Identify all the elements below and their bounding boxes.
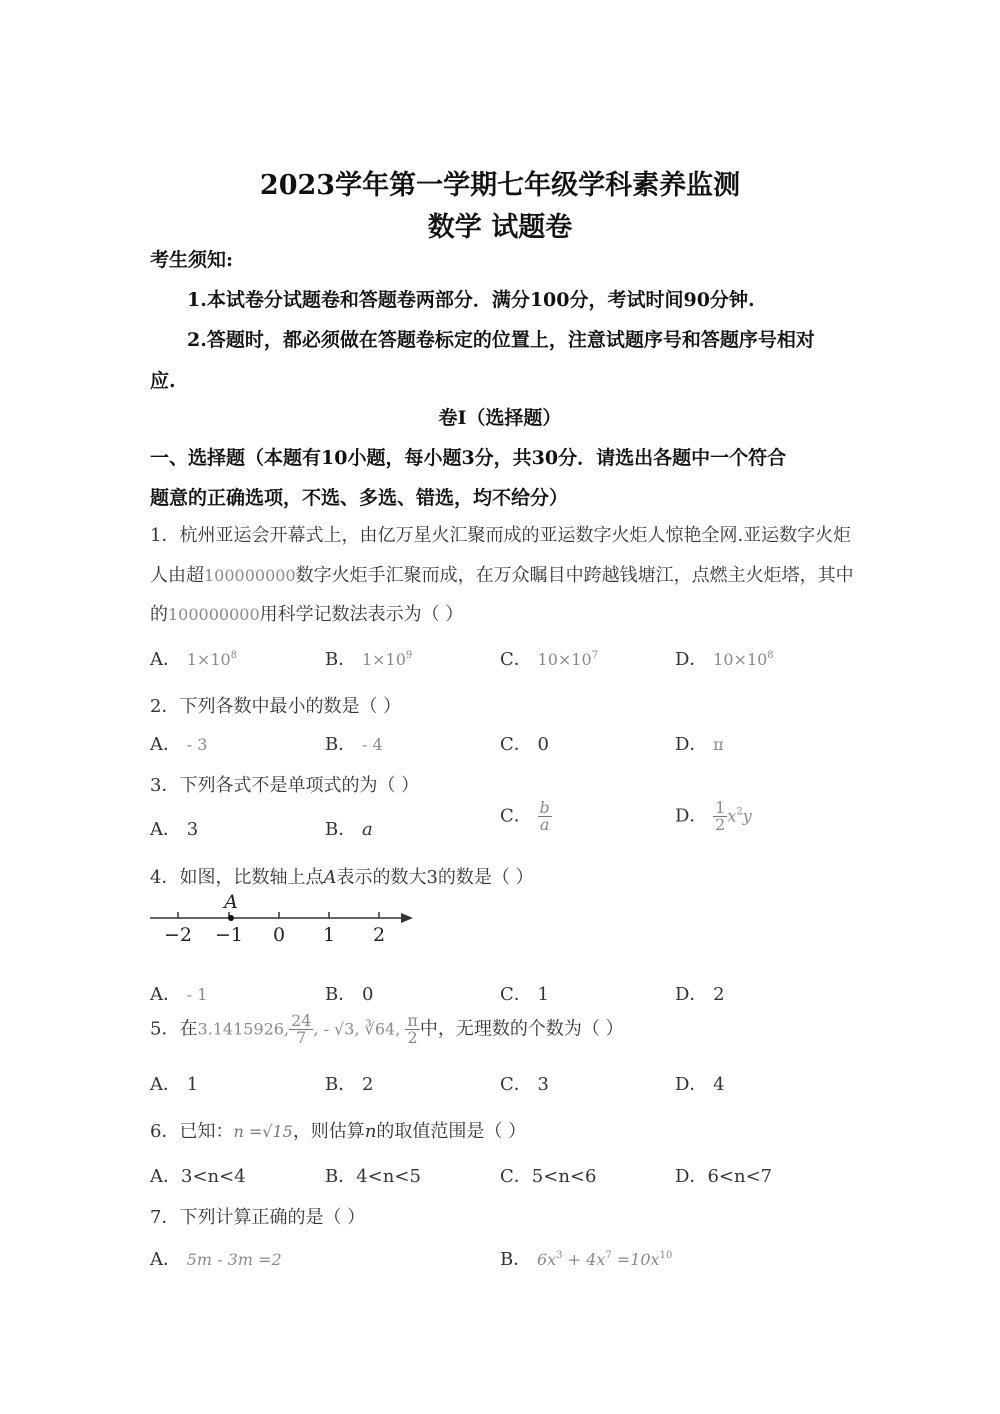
q2-option-a[interactable]: A． - 3 <box>150 734 208 755</box>
q2-stem: 2．下列各数中最小的数是（ ） <box>150 696 402 717</box>
q4-option-b[interactable]: B． 0 <box>325 984 374 1005</box>
q2-option-c[interactable]: C． 0 <box>500 734 549 755</box>
axis-label: −1 <box>214 924 244 946</box>
q6-option-b[interactable]: B．4<n<5 <box>325 1166 421 1187</box>
q3-stem: 3．下列各式不是单项式的为（ ） <box>150 775 420 796</box>
notice-heading: 考生须知: <box>150 249 234 271</box>
q4-option-a[interactable]: A． - 1 <box>150 984 208 1005</box>
q6-option-c[interactable]: C．5<n<6 <box>500 1166 597 1187</box>
section-heading-line-1: 一、选择题（本题有10小题，每小题3分，共30分．请选出各题中一个符合 <box>150 447 787 469</box>
number-line <box>145 888 425 948</box>
q1-option-b[interactable]: B． $1\times 10^9$ <box>325 649 413 670</box>
section-heading-line-2: 题意的正确选项，不选、多选、错选，均不给分） <box>150 487 569 509</box>
q7-option-a[interactable]: A． 5m - 3m =2 <box>150 1249 282 1270</box>
q4-option-c[interactable]: C． 1 <box>500 984 549 1005</box>
notice-line-1: 1.本试卷分试题卷和答题卷两部分．满分100分，考试时间90分钟. <box>187 289 755 311</box>
q1-line-3: 的100000000用科学记数法表示为（ ） <box>150 604 464 625</box>
axis-label: 0 <box>272 924 286 946</box>
q3-option-a[interactable]: A． 3 <box>150 819 199 840</box>
q3-option-c[interactable]: C． $\frac{b}{a}$ <box>500 798 550 834</box>
q6-option-d[interactable]: D．6<n<7 <box>675 1166 773 1187</box>
q1-number: 100000000 <box>204 566 296 585</box>
arrow-icon <box>401 913 413 923</box>
page-subtitle: 数学 试题卷 <box>427 212 573 243</box>
q1-line-2: 人由超100000000数字火炬手汇聚而成，在万众瞩目中跨越钱塘江，点燃主火炬塔，其中 <box>150 565 854 586</box>
q1-option-d[interactable]: D． $10\times 10^8$ <box>675 649 774 670</box>
q4-stem: 4．如图，比数轴上点A表示的数大3的数是（ ） <box>150 867 534 888</box>
volume-title: 卷Ⅰ（选择题） <box>438 407 562 429</box>
q6-option-a[interactable]: A．3<n<4 <box>150 1166 246 1187</box>
page-title: 2023学年第一学期七年级学科素养监测 <box>259 170 741 201</box>
q4-option-d[interactable]: D． 2 <box>675 984 725 1005</box>
q1-number-2: 100000000 <box>168 605 260 624</box>
axis-label: −2 <box>163 924 193 946</box>
q2-option-b[interactable]: B． - 4 <box>325 734 383 755</box>
point-a-label: A <box>224 891 238 913</box>
q5-option-d[interactable]: D． 4 <box>675 1074 725 1095</box>
notice-line-2: 2.答题时，都必须做在答题卷标定的位置上，注意试题序号和答题序号相对 <box>187 329 815 351</box>
q1-option-c[interactable]: C． $10\times 10^7$ <box>500 649 599 670</box>
q7-stem: 7．下列计算正确的是（ ） <box>150 1207 366 1228</box>
q2-option-d[interactable]: D． π <box>675 734 724 755</box>
point-a <box>228 915 234 921</box>
q5-stem: 5．在3.1415926, $\frac{24}{7}$ , - √3, ∛64, $\frac{\pi}{2}$ 中，无理数的个数为（ ） <box>150 1011 624 1047</box>
q6-stem: 6．已知：n =√15，则估算n的取值范围是（ ） <box>150 1121 527 1142</box>
q7-option-b[interactable]: B． $6x^3 + 4x^7 =10x^{10}$ <box>500 1249 673 1270</box>
axis-label: 2 <box>372 924 386 946</box>
q5-option-b[interactable]: B． 2 <box>325 1074 374 1095</box>
axis-label: 1 <box>322 924 336 946</box>
q3-option-d[interactable]: D． $\frac{1}{2}$ $x^2y$ <box>675 798 752 834</box>
q1-line-1: 1．杭州亚运会开幕式上，由亿万星火汇聚而成的亚运数字火炬人惊艳全网.亚运数字火炬 <box>150 525 852 546</box>
q3-option-b[interactable]: B． a <box>325 819 373 840</box>
q5-option-c[interactable]: C． 3 <box>500 1074 549 1095</box>
notice-line-2-cont: 应. <box>150 370 176 392</box>
q1-option-a[interactable]: A． $1\times 10^8$ <box>150 649 238 670</box>
q5-option-a[interactable]: A． 1 <box>150 1074 199 1095</box>
